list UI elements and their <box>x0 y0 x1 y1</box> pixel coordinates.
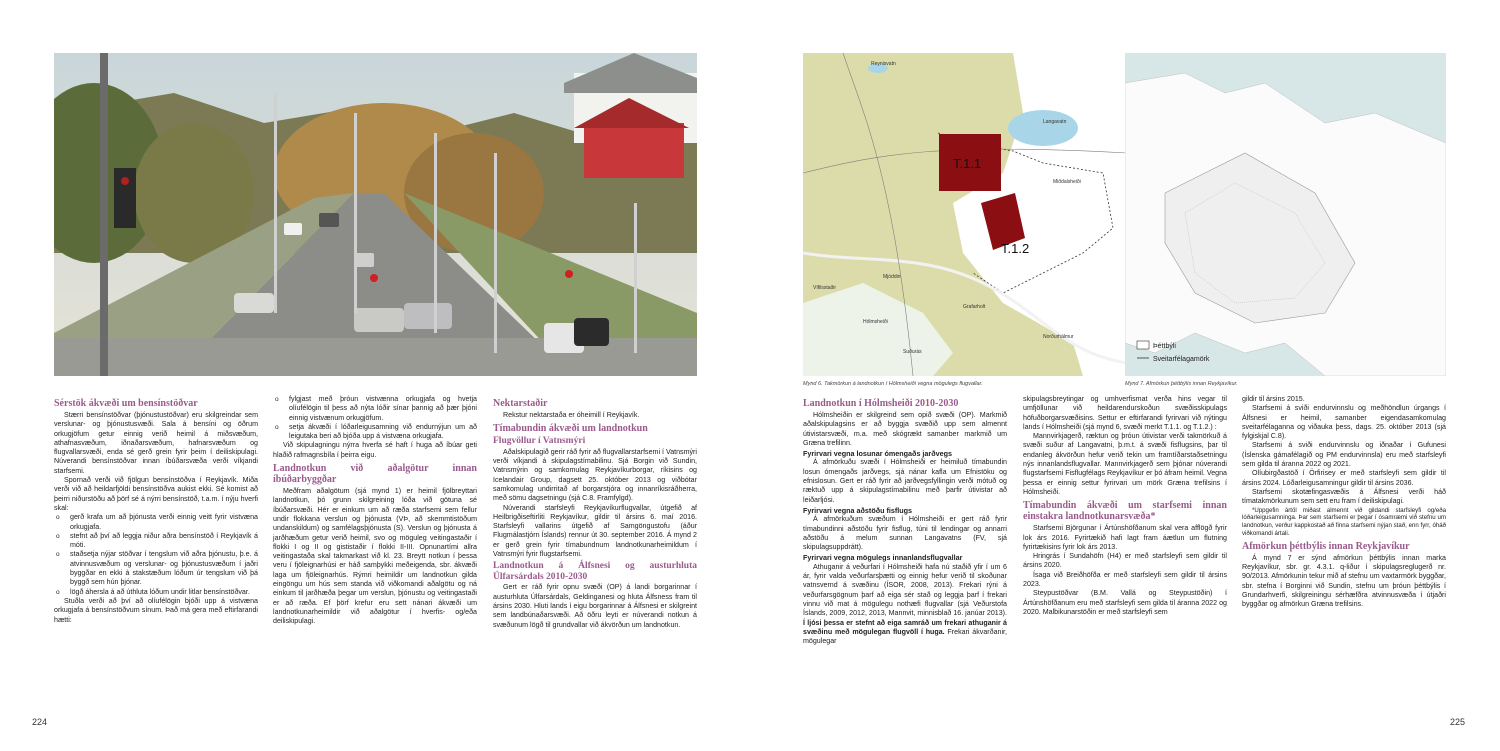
heading-flugvollur: Flugvöllur í Vatnsmýri <box>493 436 586 447</box>
heading-holmsheidi: Landnotkun í Hólmsheiði 2010-2030 <box>803 398 959 409</box>
paragraph: Starfsemi skotæfingasvæðis á Álfsnesi verði háð tímatakmörkunum sem sett eru fram í deiliskipulagi. <box>1242 487 1446 506</box>
legend-boundary: Sveitarfélagamörk <box>1153 356 1210 363</box>
footnote: *Uppgefin ártöl miðast almennt við gildandi starfsleyfi og/eða lóðarleigusamninga. Þar sem starfsemi er þegar í ósamræmi við stefnu um landnotkun, verður kappkostað að finna starfsemi nýjan stað, enn fyrr, óháð viðkomandi ártali. <box>1242 506 1446 537</box>
caption-fig6: Mynd 6. Takmörkun á landnotkun í Hólmsheiði vegna mögulegs flugvallar. <box>803 381 983 387</box>
label-mjodd: Mjóddin <box>883 274 901 280</box>
holmsheidi-map <box>803 53 1127 376</box>
paragraph: Núverandi starfsleyfi Reykjavíkurflugvallar, útgefið af Heilbrigðiseftirliti Reykjavíkur, gildir til ársins 6. maí 2016. Starfsleyfi vallarins útgefið af Samgöngustofu (áður Flugmálastjórn Íslands) rennur út 30. september 2016. Á mynd 2 er gerð grein fyrir tímabundnum landnotkunarheimildum í Vatnsmýri fyrir flugstarfsemi. <box>493 503 697 559</box>
label-sudaas: Suðurás <box>903 349 922 355</box>
label-langavatn: Langavatn <box>1043 119 1067 125</box>
paragraph: Við skipulagningu nýrra hverfa sé haft í huga að íbúar geti hlaðið rafmagnsbíla í þeirra eigu. <box>273 441 477 459</box>
street-photo <box>54 53 697 376</box>
bold-run: Í ljósi þessa er stefnt að eiga samráð um frekari athuganir á svæðinu með mögulegan flugvöll í huga. <box>803 618 1007 636</box>
paragraph: Hólmsheiðin er skilgreind sem opið svæði (OP). Markmið aðalskipulagsins er að byggja svæðið upp sem almennt útivistarsvæði, m.a. með skógrækt samanber markmið um Græna trefilinn. <box>803 411 1007 447</box>
paragraph <box>803 563 1007 647</box>
heading-nektarstadir: Nektarstaðir <box>493 398 548 409</box>
label-middalsheidi: Miðdalsheiði <box>1053 179 1081 185</box>
heading-afmorkun: Afmörkun þéttbýlis innan Reykjavíkur <box>1242 540 1410 552</box>
bullet-list <box>273 395 477 441</box>
paragraph: Ísaga við Breiðhöfða er með starfsleyfi sem gildir til ársins 2023. <box>1023 570 1227 589</box>
column-3 <box>493 395 697 630</box>
list-item: o setja ákvæði í lóðarleigusamning við endurnýjun um að leigutaka beri að bjóða upp á vistvæna orkugjafa. <box>273 423 477 442</box>
paragraph: skipulagsbreytingar og umhverfismat verða hins vegar til umfjöllunar við heildarendurskoðun svæðisskipulags höfuðborgarsvæðisins. Settur er eftirfarandi fyrirvari við nýtingu lands í Hólmsheiði (sjá mynd 6, svæði merkt T.1.1. og T.1.2.) : <box>1023 395 1227 431</box>
paragraph: Spornað verði við fjölgun bensínstöðva í Reykjavík. Miða verði við að heildarfjöldi bensínstöðva aukist ekki. Sé komist að þeirri niðurstöðu að þörf sé á nýrri bensínstöð, t.a.m. í nýju hverfi skal: <box>54 476 258 512</box>
paragraph: Stuðla verði að því að olíufélögin bjóði upp á vistvæna orkugjafa á bensínstöðvum sínum. Það má gera með eftirfarandi hætti: <box>54 596 258 624</box>
subheading-fisflug: Fyrirvari vegna aðstöðu fisflugs <box>803 505 913 515</box>
text-run: Athuganir á veðurfari í Hólmsheiði hafa nú staðið yfir í um 6 ár, fyrir valda veðurfarsþætti og einnig hefur verið til skoðunar vatnsvernd á svæðinu (ÍSOR, 2008, 2013). Frekari rýni á veðurfarsgögnum þarf að eiga sér stað og leggja þarf í frekari vinnu við mat á mögulegu nothæfi flugvallar (sjá Veðurstofa Íslands, 2009, 2012, 2013, Mannvit, minnisblað 16. janúar 2013). <box>803 562 1007 618</box>
list-item: o fylgjast með þróun vistvænna orkugjafa og hvetja olíufélögin til þess að nýta lóðir sínar þannig að þær þjóni einnig vistvænum orkugjöfum. <box>273 395 477 423</box>
urban-area-map <box>1125 53 1446 376</box>
label-nordurhalmur: Norðurhálmur <box>1043 334 1074 340</box>
label-vifilsstadir: Vífilsstaðir <box>813 285 837 291</box>
bullet-list <box>54 513 258 597</box>
column-2 <box>273 395 477 627</box>
legend-urban: Þéttbýli <box>1153 343 1176 350</box>
paragraph: Mannvirkjagerð, ræktun og þróun útivistar verði takmörkuð á svæði suður af Langavatni, þ.m.t. á svæði fisflugsins, þar til endanleg ákvörðun hefur verið tekin um framtíðarstaðsetningu nýs innanlandsflugvallar. Mannvirkjagerð sem þjónar núverandi flugstarfsemi Fisflugfélags Reykjavíkur er þó áfram heimil. Vegna þessa er einnig settur fyrirvari um mörk Græna trefilsins í Hólmsheiði. <box>1023 432 1227 496</box>
heading-alfsnes: Landnotkun á Álfsnesi og austurhluta Úlfarsárdals 2010-2030 <box>493 561 697 582</box>
column-1 <box>54 395 258 625</box>
list-item: o lögð áhersla á að úthluta lóðum undir litlar bensínstöðvar. <box>54 588 258 597</box>
paragraph: Olíubirgðastöð í Örfirisey er með starfsleyfi sem gildir til ársins 2024. Lóðarleigusamningur gildir til ársins 2036. <box>1242 469 1446 487</box>
subheading-losun: Fyrirvari vegna losunar ómengaðs jarðvegs <box>803 449 952 459</box>
label-holmsheidi: Hólmsheiði <box>863 319 888 325</box>
label-grafarholt: Grafarholt <box>963 304 986 310</box>
column-5 <box>1023 395 1227 617</box>
label-t12: T.1.2 <box>1001 241 1030 256</box>
label-t11: T.1.1 <box>953 156 982 171</box>
heading-starfsemi: Tímabundin ákvæði um starfsemi innan einstakra landnotkunarsvæða* <box>1023 500 1227 523</box>
list-item: o staðsetja nýjar stöðvar í tengslum við aðra þjónustu, þ.e. á atvinnusvæðum og verslunar- og þjónustusvæðum í jaðri byggðar en ekki á stakstæðum lóðum úr tengslum við þá byggð sem hún þjónar. <box>54 550 258 587</box>
paragraph: Starfsemi á sviði endurvinnslu og iðnaðar í Gufunesi (Íslenska gámafélagið og PM endurvinnsla) eru með starfsleyfi sem gilda til áranna 2022 og 2021. <box>1242 441 1446 469</box>
subheading-flugvollur: Fyrirvari vegna mögulegs innanlandsflugvallar <box>803 553 963 563</box>
paragraph: Stærri bensínstöðvar (þjónustustöðvar) eru skilgreindar sem verslunar- og þjónustusvæði. Sala á bensíni og öðrum orkugjöfum getur einnig verið heimil á miðsvæðum, athafnasvæðum, iðnaðarsvæðum, hafnarsvæðum og flugvallarsvæði, enda sé gerð grein fyrir þeim í deiliskipulagi. Núverandi bensínstöðvar innan íbúðarsvæða verði víkjandi starfsemi. <box>54 411 258 475</box>
paragraph: Aðalskipulagið gerir ráð fyrir að flugvallarstarfsemi í Vatnsmýri verði víkjandi á skipulagstímabilinu. Sjá Borgin við Sundin, Vatnsmýrin og samkomulag Reykjavíkurborgar, ríkisins og Icelandair Group, dagsett 25. október 2013 og viðbótar samkomulag undirritað af borgarstjóra og innanríkisráðherra, með sömu dagsetningu (sjá C.8. Framfylgd). <box>493 447 697 503</box>
paragraph: Steypustöðvar (B.M. Vallá og Steypustöðin) í Ártúnshöfðanum eru með starfsleyfi sem gilda til áranna 2022 og 2020. Malbikunarstöðin er með starfsleyfi sem <box>1023 589 1227 616</box>
paragraph: Gert er ráð fyrir opnu svæði (OP) á landi borgarinnar í austurhluta Úlfarsárdals, Geldinganesi og hluta Álfsness fram til ársins 2030. Hluti lands í eigu borgarinnar á Álfsnesi er skilgreint sem landbúnaðarsvæði. Að öðru leyti er núverandi notkun á svæðunum lögð til grundvallar við ákvörðun um landnotkun. <box>493 583 697 629</box>
paragraph: Hringrás í Sundahöfn (H4) er með starfsleyfi sem gildir til ársins 2020. <box>1023 552 1227 570</box>
paragraph: Starfsemi á sviði endurvinnslu og meðhöndlun úrgangs í Álfsnesi er heimil, samanber eigendasamkomulag sveitarfélaganna og viðauka þess, dags. 25. október 2013 (sjá fylgiskjal C.8). <box>1242 404 1446 441</box>
paragraph: gildir til ársins 2015. <box>1242 395 1305 403</box>
heading-timabundin: Tímabundin ákvæði um landnotkun <box>493 423 648 435</box>
paragraph: Á afmörkuðu svæði í Hólmsheiði er heimiluð tímabundin losun ómengaðs jarðvegs, sjá nánar kafla um Efnistöku og efnislosun. Gert er ráð fyrir að jarðvegsfyllingin verði mótuð og ræktuð upp á skipulagstímabilinu með þarfir útivistar að leiðarljósi. <box>803 458 1007 504</box>
list-item: o gerð krafa um að þjónusta verði einnig veitt fyrir vistvæna orkugjafa. <box>54 513 258 532</box>
paragraph: Rekstur nektarstaða er óheimill í Reykjavík. <box>503 411 640 419</box>
heading-adalgotur: Landnotkun við aðalgötur innan íbúðarbyggðar <box>273 463 477 486</box>
text-run: Frekari ákvarðanir, mögulegar <box>803 627 1007 646</box>
column-6 <box>1242 395 1446 610</box>
paragraph: Starfsemi Björgunar í Ártúnshöfðanum skal vera afflögð fyrir lok árs 2016. Fyrirtækið hafi lagt fram áætlun um flutning fyrirtækisins fyrir lok árs 2013. <box>1023 524 1227 551</box>
list-item: o stefnt að því að leggja niður aðra bensínstöð í Reykjavík á móti. <box>54 532 258 551</box>
page-number-left: 224 <box>32 717 48 727</box>
paragraph: Á mynd 7 er sýnd afmörkun þéttbýlis innan marka Reykjavíkur, sbr. gr. 4.3.1. q-liður í skipulagsreglugerð nr. 90/2013. Afmörkunin tekur mið af stefnu um vaxtarmörk byggðar, sbr. stefna í Borginni við Sundin, stefnu um þróun þéttbýlis í Grundarhverfi, skilgreiningu sérhæfðra atvinnusvæða í útjaðri byggðar og afmörkun Græna trefilsins. <box>1242 553 1446 609</box>
paragraph: Meðfram aðalgötum (sjá mynd 1) er heimil fjölbreyttari landnotkun, þó grunn skilgreining lóða við götuna sé íbúðarsvæði. Hér er einkum um að ræða starfsemi sem fellur undir flokkana verslun og þjónusta (VÞ, að skemmtistöðum undanskildum) og samfélagsþjónusta (S). Verslun og þjónusta á jarðhæðum getur verið heimil, svo og möguleg veitingastaðir í flokki I og II og gististaðir í flokki II-III. Opnunartími allra veitingastaða skal takmarkast við kl. 23. Breytt notkun í þessa veru í fjöleignarhúsi er háð samþykki meðeigenda, sbr. ákvæði laga um fjöleignarhús. Rýmri heimildir um landnotkun gilda eingöngu um hús sem standa við viðkomandi aðalgötu og ná einkum til jarðhæða þegar um verslun, þjónustu og veitingastaði er að ræða. Ef þörf krefur eru sett nánari ákvæði um landnotkunarheimildir við aðalgötur í hverfis- og/eða deiliskipulagi. <box>273 487 477 626</box>
label-reynisvatn: Reynisvatn <box>871 61 896 67</box>
heading-bensinstodvar: Sérstök ákvæði um bensínstöðvar <box>54 398 198 409</box>
column-4 <box>803 395 1007 646</box>
page-number-right: 225 <box>1450 717 1466 727</box>
paragraph: Á afmörkuðum svæðum í Hólmsheiði er gert ráð fyrir tímabundinni aðstöðu fyrir fisflug, túni til lendingar og annarri aðstöðu á melum sunnan Langavatns (FV, sjá skipulagsuppdrátt). <box>803 515 1007 552</box>
caption-fig7: Mynd 7. Afmörkun þéttbýlis innan Reykjavíkur. <box>1125 381 1238 387</box>
